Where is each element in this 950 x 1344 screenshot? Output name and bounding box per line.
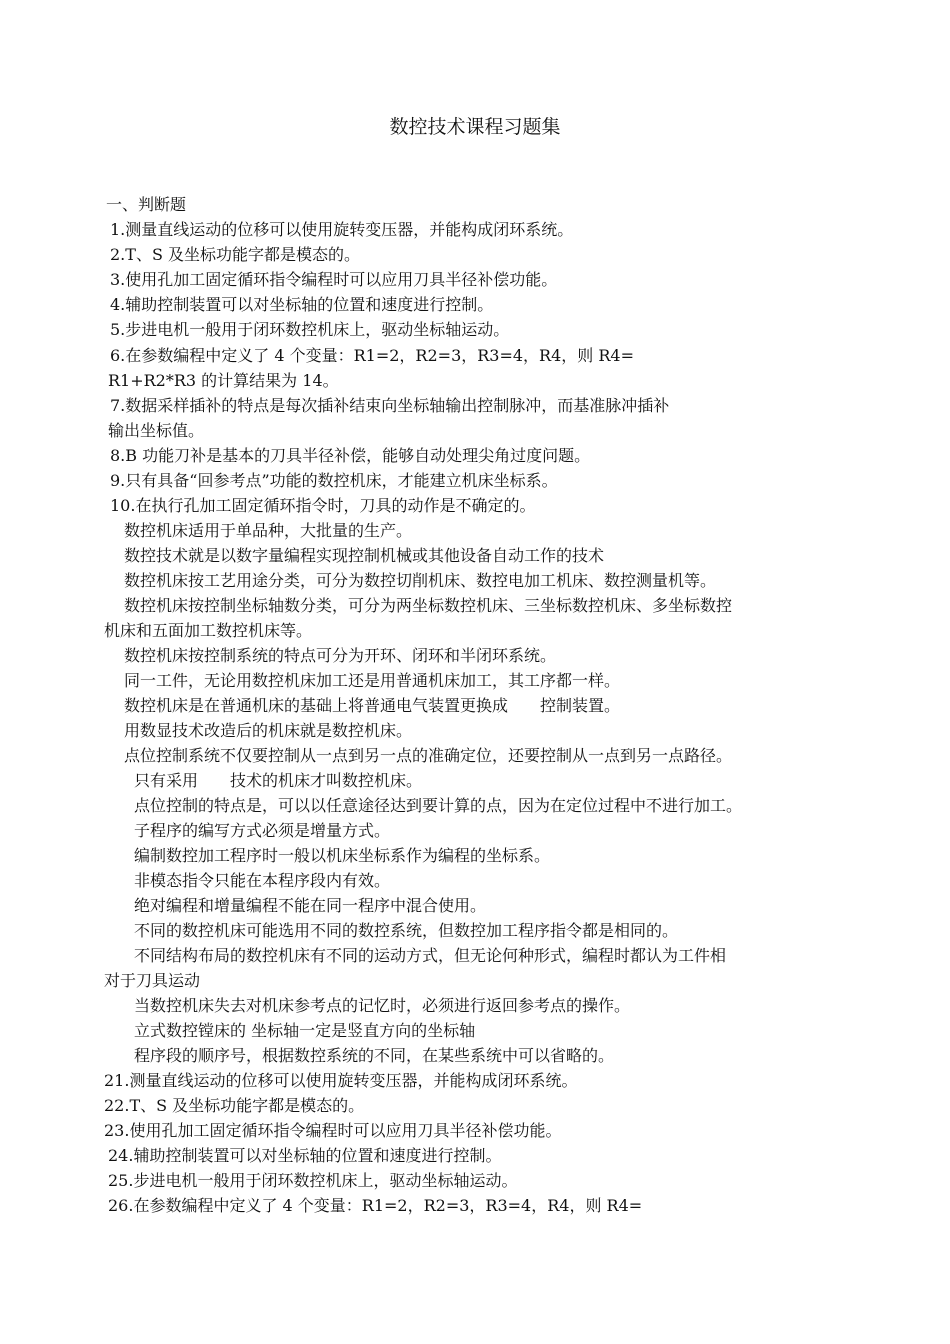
text-line: 22.T、S 及坐标功能字都是模态的。 (104, 1096, 365, 1115)
text-line: 26.在参数编程中定义了 4 个变量：R1=2，R2=3，R3=4，R4，则 R4= (108, 1196, 643, 1215)
text-line: 4.辅助控制装置可以对坐标轴的位置和速度进行控制。 (110, 295, 494, 314)
text-line: 编制数控加工程序时一般以机床坐标系作为编程的坐标系。 (134, 846, 551, 865)
text-line: 9.只有具备“回参考点”功能的数控机床，才能建立机床坐标系。 (110, 471, 558, 490)
text-line: 数控机床按控制坐标轴数分类，可分为两坐标数控机床、三坐标数控机床、多坐标数控 (124, 596, 733, 615)
text-line: 不同的数控机床可能选用不同的数控系统，但数控加工程序指令都是相同的。 (134, 921, 679, 940)
text-line: 数控机床按控制系统的特点可分为开环、闭环和半闭环系统。 (124, 646, 557, 665)
text-line: 23.使用孔加工固定循环指令编程时可以应用刀具半径补偿功能。 (104, 1121, 562, 1140)
text-line: 2.T、S 及坐标功能字都是模态的。 (110, 245, 360, 264)
text-line: 点位控制系统不仅要控制从一点到另一点的准确定位，还要控制从一点到另一点路径。 (124, 746, 733, 765)
text-line: 24.辅助控制装置可以对坐标轴的位置和速度进行控制。 (108, 1146, 502, 1165)
text-line: 8.B 功能刀补是基本的刀具半径补偿，能够自动处理尖角过度问题。 (110, 446, 591, 465)
text-line: 对于刀具运动 (104, 971, 201, 990)
text-line: 21.测量直线运动的位移可以使用旋转变压器，并能构成闭环系统。 (104, 1071, 578, 1090)
text-line: R1+R2*R3 的计算结果为 14。 (108, 371, 339, 390)
text-line: 机床和五面加工数控机床等。 (104, 621, 313, 640)
text-line: 同一工件，无论用数控机床加工还是用普通机床加工，其工序都一样。 (124, 671, 621, 690)
text-line: 1.测量直线运动的位移可以使用旋转变压器，并能构成闭环系统。 (110, 220, 574, 239)
text-line: 不同结构布局的数控机床有不同的运动方式，但无论何种形式，编程时都认为工件相 (134, 946, 727, 965)
section-heading: 一、判断题 (106, 195, 187, 214)
text-line: 数控机床按工艺用途分类，可分为数控切削机床、数控电加工机床、数控测量机等。 (124, 571, 717, 590)
text-line: 程序段的顺序号，根据数控系统的不同，在某些系统中可以省略的。 (134, 1046, 615, 1065)
text-line: 5.步进电机一般用于闭环数控机床上，驱动坐标轴运动。 (110, 320, 510, 339)
text-line: 10.在执行孔加工固定循环指令时，刀具的动作是不确定的。 (110, 496, 536, 515)
text-line: 输出坐标值。 (108, 421, 205, 440)
text-line: 3.使用孔加工固定循环指令编程时可以应用刀具半径补偿功能。 (110, 270, 558, 289)
text-line: 子程序的编写方式必须是增量方式。 (134, 821, 391, 840)
page-title: 数控技术课程习题集 (389, 116, 561, 138)
text-line: 7.数据采样插补的特点是每次插补结束向坐标轴输出控制脉冲，而基准脉冲插补 (110, 396, 670, 415)
text-line: 立式数控镗床的 坐标轴一定是竖直方向的坐标轴 (134, 1021, 476, 1040)
text-line: 只有采用 技术的机床才叫数控机床。 (134, 771, 423, 790)
text-line: 点位控制的特点是，可以以任意途径达到要计算的点，因为在定位过程中不进行加工。 (134, 796, 743, 815)
text-line: 数控机床是在普通机床的基础上将普通电气装置更换成 控制装置。 (124, 696, 621, 715)
text-line: 用数显技术改造后的机床就是数控机床。 (124, 721, 413, 740)
text-line: 当数控机床失去对机床参考点的记忆时，必须进行返回参考点的操作。 (134, 996, 631, 1015)
text-line: 数控机床适用于单品种，大批量的生产。 (124, 521, 413, 540)
text-line: 25.步进电机一般用于闭环数控机床上，驱动坐标轴运动。 (108, 1171, 518, 1190)
text-line: 绝对编程和增量编程不能在同一程序中混合使用。 (134, 896, 487, 915)
text-line: 非模态指令只能在本程序段内有效。 (134, 871, 391, 890)
text-line: 数控技术就是以数字量编程实现控制机械或其他设备自动工作的技术 (124, 546, 605, 565)
text-line: 6.在参数编程中定义了 4 个变量：R1=2，R2=3，R3=4，R4，则 R4= (110, 346, 635, 365)
